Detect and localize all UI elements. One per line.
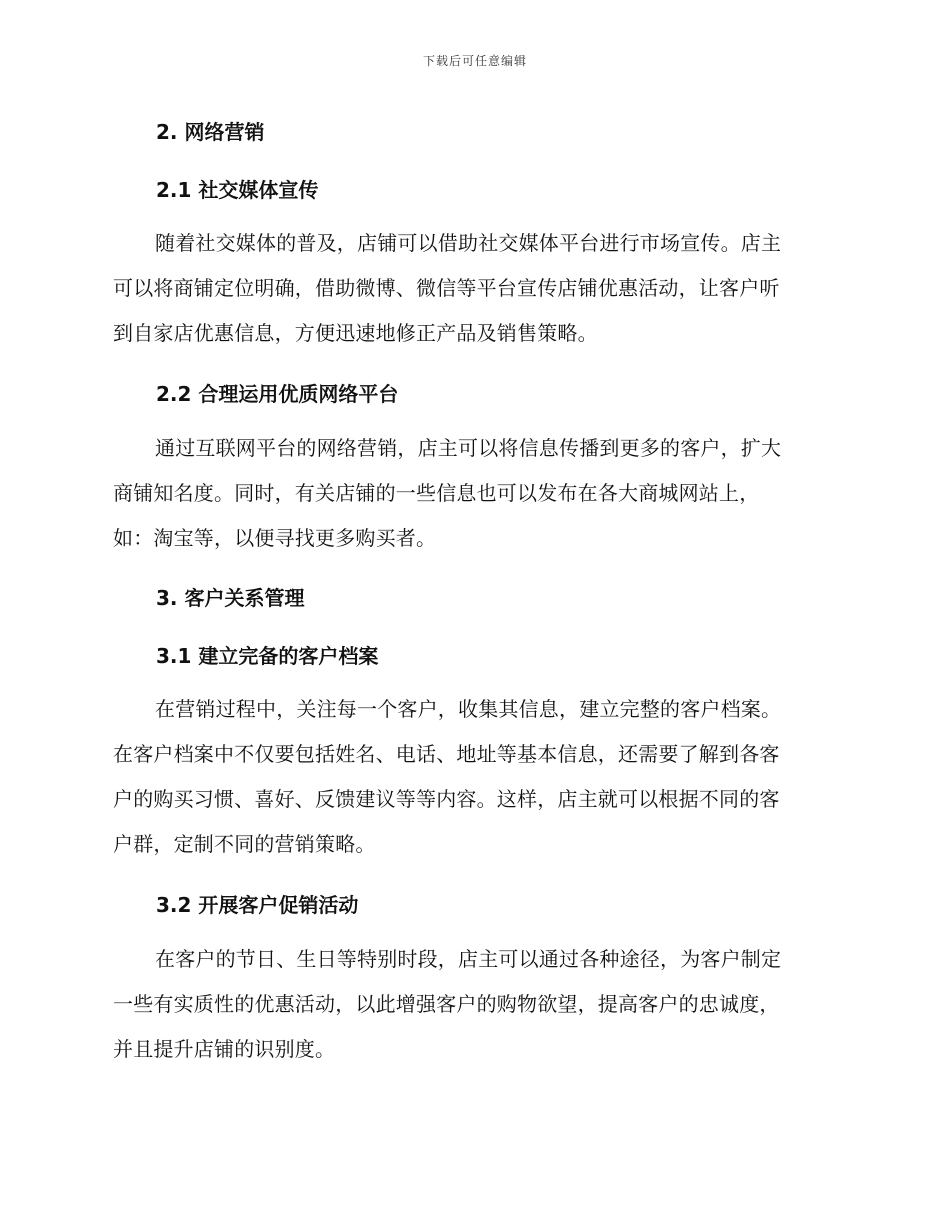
paragraph-line: 在客户的节日、生日等特别时段，店主可以通过各种途径，为客户制定	[155, 947, 782, 971]
paragraph-customer-files	[113, 687, 833, 867]
paragraph-online-platforms	[113, 426, 833, 561]
paragraph-promotions	[113, 937, 833, 1072]
paragraph-line: 通过互联网平台的网络营销，店主可以将信息传播到更多的客户，扩大	[155, 436, 782, 460]
paragraph-line: 如：淘宝等，以便寻找更多购买者。	[113, 526, 437, 550]
paragraph-line: 一些有实质性的优惠活动，以此增强客户的购物欲望，提高客户的忠诚度，	[113, 992, 780, 1016]
paragraph-line: 可以将商铺定位明确，借助微博、微信等平台宣传店铺优惠活动，让客户听	[113, 276, 780, 300]
paragraph-line: 户的购买习惯、喜好、反馈建议等等内容。这样，店主就可以根据不同的客	[113, 787, 780, 811]
paragraph-line: 商铺知名度。同时，有关店铺的一些信息也可以发布在各大商城网站上，	[113, 481, 760, 505]
header-note: 下载后可任意编辑	[422, 54, 527, 68]
heading-promotions: 3.2 开展客户促销活动	[156, 893, 359, 917]
paragraph-line: 户群，定制不同的营销策略。	[113, 832, 376, 856]
paragraph-line: 到自家店优惠信息，方便迅速地修正产品及销售策略。	[113, 321, 598, 345]
heading-customer-files: 3.1 建立完备的客户档案	[156, 644, 379, 668]
paragraph-line: 在客户档案中不仅要包括姓名、电话、地址等基本信息，还需要了解到各客	[113, 742, 780, 766]
paragraph-social-media	[113, 221, 833, 356]
paragraph-line: 并且提升店铺的识别度。	[113, 1037, 336, 1061]
paragraph-line: 在营销过程中，关注每一个客户，收集其信息，建立完整的客户档案。	[155, 697, 782, 721]
heading-network-marketing: 2. 网络营销	[156, 120, 265, 144]
heading-customer-relations: 3. 客户关系管理	[156, 586, 305, 610]
paragraph-line: 随着社交媒体的普及，店铺可以借助社交媒体平台进行市场宣传。店主	[155, 231, 782, 255]
heading-online-platforms: 2.2 合理运用优质网络平台	[156, 382, 399, 406]
heading-social-media: 2.1 社交媒体宣传	[156, 178, 319, 202]
